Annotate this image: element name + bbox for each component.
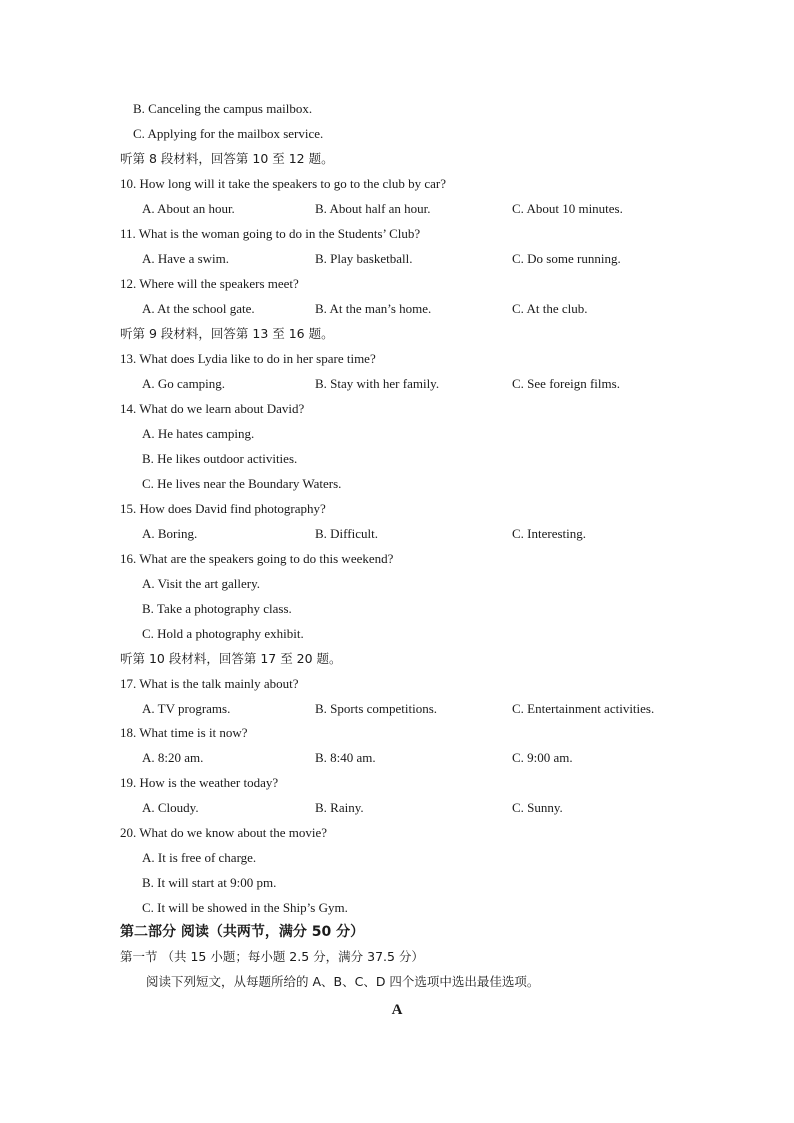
option-c: C. Sunny. xyxy=(512,800,563,815)
option-c: C. See foreign films. xyxy=(512,376,620,391)
option-a: A. Visit the art gallery. xyxy=(142,576,260,591)
option-line: C. Applying for the mailbox service. xyxy=(133,126,324,141)
question-20: 20. What do we know about the movie? xyxy=(120,825,327,840)
part-heading: 第二部分 阅读（共两节，满分 50 分） xyxy=(120,924,365,940)
option-c: C. Entertainment activities. xyxy=(512,701,655,716)
option-c: C. Do some running. xyxy=(512,251,621,266)
question-12: 12. Where will the speakers meet? xyxy=(120,276,299,291)
question-19: 19. How is the weather today? xyxy=(120,775,279,790)
option-a: A. Have a swim. xyxy=(142,251,230,266)
question-18: 18. What time is it now? xyxy=(120,725,248,740)
section-heading: 第一节 （共 15 小题；每小题 2.5 分，满分 37.5 分） xyxy=(120,949,424,964)
option-a: A. Go camping. xyxy=(142,376,226,391)
question-11: 11. What is the woman going to do in the Students’ Club? xyxy=(120,226,421,241)
option-c: C. He lives near the Boundary Waters. xyxy=(142,476,342,491)
option-b: B. Take a photography class. xyxy=(142,601,292,616)
option-a: A. He hates camping. xyxy=(142,426,255,441)
option-c: C. Hold a photography exhibit. xyxy=(142,626,304,641)
section-instruction: 听第 9 段材料，回答第 13 至 16 题。 xyxy=(120,326,334,341)
option-b: B. 8:40 am. xyxy=(315,750,376,765)
option-a: A. At the school gate. xyxy=(142,301,255,316)
question-10: 10. How long will it take the speakers to go to the club by car? xyxy=(120,176,447,191)
section-instruction: 听第 8 段材料，回答第 10 至 12 题。 xyxy=(120,151,334,166)
question-13: 13. What does Lydia like to do in her spare time? xyxy=(120,351,376,366)
question-17: 17. What is the talk mainly about? xyxy=(120,676,299,691)
question-14: 14. What do we learn about David? xyxy=(120,401,305,416)
option-b: B. About half an hour. xyxy=(315,201,431,216)
option-b: B. At the man’s home. xyxy=(315,301,432,316)
section-instruction: 听第 10 段材料，回答第 17 至 20 题。 xyxy=(120,651,342,666)
passage-label: A xyxy=(391,1002,403,1018)
option-a: A. TV programs. xyxy=(142,701,231,716)
option-a: A. Boring. xyxy=(142,526,198,541)
question-16: 16. What are the speakers going to do this weekend? xyxy=(120,551,394,566)
option-c: C. It will be showed in the Ship’s Gym. xyxy=(142,900,348,915)
reading-instruction: 阅读下列短文，从每题所给的 A、B、C、D 四个选项中选出最佳选项。 xyxy=(146,974,540,989)
option-a: A. 8:20 am. xyxy=(142,750,204,765)
option-b: B. Stay with her family. xyxy=(315,376,440,391)
option-b: B. Difficult. xyxy=(315,526,378,541)
option-c: C. 9:00 am. xyxy=(512,750,573,765)
option-c: C. At the club. xyxy=(512,301,588,316)
question-15: 15. How does David find photography? xyxy=(120,501,326,516)
option-b: B. It will start at 9:00 pm. xyxy=(142,875,277,890)
option-a: A. About an hour. xyxy=(142,201,235,216)
option-b: B. Play basketball. xyxy=(315,251,413,266)
option-c: C. About 10 minutes. xyxy=(512,201,623,216)
option-line: B. Canceling the campus mailbox. xyxy=(133,101,313,116)
option-a: A. It is free of charge. xyxy=(142,850,257,865)
option-b: B. Rainy. xyxy=(315,800,364,815)
option-b: B. He likes outdoor activities. xyxy=(142,451,298,466)
option-c: C. Interesting. xyxy=(512,526,587,541)
option-a: A. Cloudy. xyxy=(142,800,199,815)
option-b: B. Sports competitions. xyxy=(315,701,438,716)
